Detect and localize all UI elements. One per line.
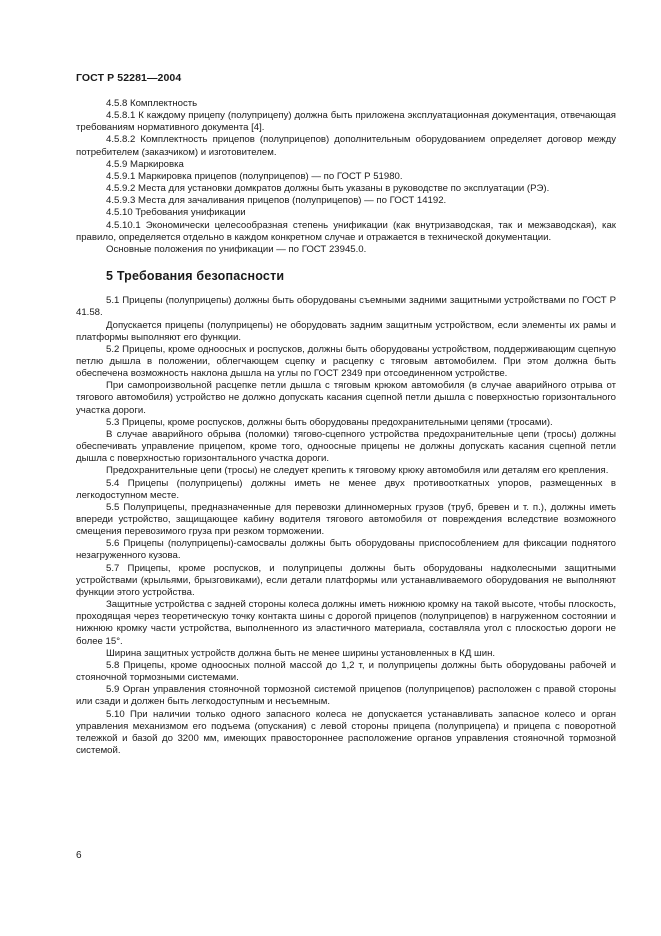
paragraph: 5.8 Прицепы, кроме одноосных полной массой до 1,2 т, и полуприцепы должны быть оборудованы рабочей и стояночной тормозными системами. xyxy=(76,659,616,684)
paragraph: 5.9 Орган управления стояночной тормозной системой прицепов (полуприцепов) расположен с правой стороны или сзади и должен быть легкодоступным и несъемным. xyxy=(76,684,616,708)
paragraph: Основные положения по унификации — по ГОСТ 23945.0. xyxy=(106,243,367,255)
paragraph: 4.5.9 Маркировка xyxy=(106,158,184,170)
paragraph: 4.5.8 Комплектность xyxy=(106,98,198,109)
paragraph: 5.3 Прицепы, кроме роспусков, должны быть оборудованы предохранительными цепями (тросами). xyxy=(106,416,553,428)
paragraph: Допускается прицепы (полуприцепы) не оборудовать задним защитным устройством, если элементы их рамы и платформы выполняют его функции. xyxy=(76,319,616,343)
paragraph: 4.5.9.2 Места для установки домкратов должны быть указаны в руководстве по эксплуатации (РЭ). xyxy=(106,183,550,195)
paragraph: Защитные устройства с задней стороны колеса должны иметь нижнюю кромку на такой высоте, чтобы плоскость, проходящая через теоретическую точку контакта шины с дорогой прицепов (полуприцепов) в нагруженном состоянии и нижнюю кромку части устройства, выполненного из эластичного материала, составляла угол с плоскостью дороги не более 15°. xyxy=(76,599,616,647)
paragraph: При самопроизвольной расцепке петли дышла с тяговым крюком автомобиля (в случае аварийного отрыва от тягового автомобиля) устройство не должно допускать касания сцепной петли дышла с поверхностью горизонтального участка дороги. xyxy=(76,380,616,416)
paragraph: 5.2 Прицепы, кроме одноосных и роспусков, должны быть оборудованы устройством, поддерживающим сцепную петлю дышла в положении, облегчающем сцепку и расцепку с тяговым автомобилем. При этом должна быть обеспечена возможность наклона дышла на углы по ГОСТ 2349 при отсоединенном устройстве. xyxy=(76,343,616,380)
paragraph: 4.5.8.1 К каждому прицепу (полуприцепу) должна быть приложена эксплуатационная документация, отвечающая требованиям нормативного документа [4]. xyxy=(76,110,616,134)
page-number: 6 xyxy=(76,850,82,861)
paragraph: Ширина защитных устройств должна быть не менее ширины установленных в КД шин. xyxy=(106,647,496,659)
paragraph: 4.5.10 Требования унификации xyxy=(106,207,246,219)
paragraph: Предохранительные цепи (тросы) не следует крепить к тяговому крюку автомобиля или деталям его крепления. xyxy=(106,465,609,477)
document-body xyxy=(76,98,616,757)
paragraph: 4.5.10.1 Экономически целесообразная степень унификации (как внутризаводская, так и межзаводская), как правило, определяется отдельно в каждом конкретном случае и отражается в технической документации. xyxy=(76,219,616,243)
section-heading: 5 Требования безопасности xyxy=(106,269,285,284)
paragraph: 5.1 Прицепы (полуприцепы) должны быть оборудованы съемными задними защитными устройствами по ГОСТ Р 41.58. xyxy=(76,295,616,319)
document-header: ГОСТ Р 52281—2004 xyxy=(76,72,182,84)
paragraph: В случае аварийного обрыва (поломки) тягово-сцепного устройства предохранительные цепи (тросы) должны обеспечивать управление прицепом, кроме того, одноосные прицепы не должны допускать касания сцепной петли дышла с поверхностью горизонтального участка дороги. xyxy=(76,428,616,465)
paragraph: 4.5.9.3 Места для зачаливания прицепов (полуприцепов) — по ГОСТ 14192. xyxy=(106,195,447,207)
paragraph: 5.7 Прицепы, кроме роспусков, и полуприцепы должны быть оборудованы надколесными защитными устройствами (крыльями, брызговиками), если детали платформы или устанавливаемого оборудования не выполняют функции этого устройства. xyxy=(76,562,616,598)
paragraph: 4.5.9.1 Маркировка прицепов (полуприцепов) — по ГОСТ Р 51980. xyxy=(106,170,403,182)
paragraph: 5.5 Полуприцепы, предназначенные для перевозки длинномерных грузов (труб, бревен и т. п.), должны иметь впереди устройство, защищающее кабину водителя тягового автомобиля от повреждения вследствие возможного смещения перевозимого груза при резком торможении. xyxy=(76,501,616,538)
paragraph: 5.6 Прицепы (полуприцепы)-самосвалы должны быть оборудованы приспособлением для фиксации поднятого незагруженного кузова. xyxy=(76,538,616,562)
paragraph: 5.4 Прицепы (полуприцепы) должны иметь не менее двух противооткатных упоров, размещенных в легкодоступном месте. xyxy=(76,477,616,501)
paragraph: 4.5.8.2 Комплектность прицепов (полуприцепов) дополнительным оборудованием определяет договор между потребителем (заказчиком) и изготовителем. xyxy=(76,134,616,158)
paragraph: 5.10 При наличии только одного запасного колеса не допускается устанавливать запасное колесо и орган управления механизмом его подъема (опускания) с левой стороны прицепа (полуприцепа) и прицепа с поворотной тележкой и базой до 3200 мм, имеющих правостороннее расположение органов управления стояночной тормозной системой. xyxy=(76,708,616,756)
